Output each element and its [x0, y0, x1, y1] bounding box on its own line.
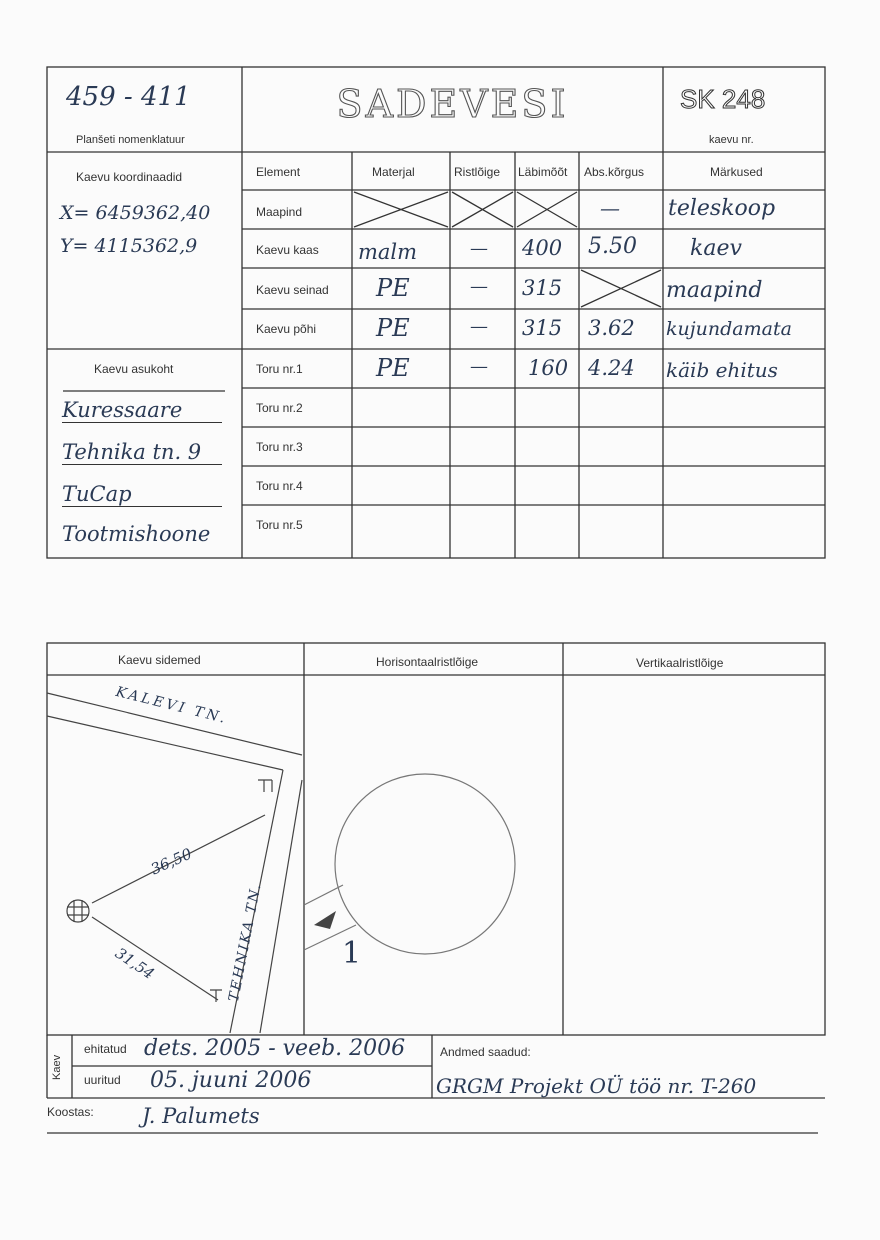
row-element: Maapind — [256, 205, 303, 219]
well-number: SK 248 — [680, 84, 766, 114]
street-label: KALEVI TN. — [114, 684, 230, 728]
distance-label: 36,50 — [148, 844, 195, 879]
location-line: Kuressaare — [62, 398, 222, 423]
col-header-diameter: Läbimõõt — [518, 165, 568, 179]
row-notes: kujundamata — [666, 318, 792, 340]
col-header-cross: Ristlõige — [454, 165, 501, 179]
sketch-col-label: Vertikaalristlõige — [636, 656, 724, 670]
row-element: Toru nr.1 — [256, 362, 303, 376]
row-cross: — — [470, 238, 488, 259]
col-header-abs: Abs.kõrgus — [584, 165, 645, 179]
col-header-element: Element — [256, 165, 301, 179]
plan-number: 459 - 411 — [66, 82, 191, 112]
coordinate-y: Y= 4115362,9 — [60, 235, 198, 257]
row-element: Kaevu põhi — [256, 322, 317, 336]
surveyed-label: uuritud — [84, 1073, 121, 1087]
row-notes: maapind — [666, 278, 763, 303]
street-label: TEHNIKA TN. — [226, 881, 265, 1004]
built-value: dets. 2005 - veeb. 2006 — [144, 1036, 406, 1061]
coordinates-label: Kaevu koordinaadid — [76, 170, 183, 184]
row-diameter: 160 — [528, 356, 569, 380]
well-number-label: kaevu nr. — [709, 134, 754, 146]
row-cross: — — [470, 356, 488, 377]
row-notes: kaev — [690, 236, 742, 261]
row-diameter: 400 — [522, 236, 563, 260]
coordinate-x: X= 6459362,40 — [60, 202, 211, 224]
row-diameter: 315 — [522, 316, 563, 340]
data-value: GRGM Projekt OÜ töö nr. T-260 — [436, 1074, 757, 1098]
row-material: PE — [376, 274, 410, 302]
side-label: Kaev — [51, 1054, 63, 1080]
row-abs: 4.24 — [588, 356, 635, 380]
col-header-notes: Märkused — [710, 165, 763, 179]
data-label: Andmed saadud: — [440, 1045, 531, 1059]
row-abs: — — [600, 196, 620, 220]
sketch-col-label: Horisontaalristlõige — [376, 655, 479, 669]
row-element: Toru nr.5 — [256, 518, 303, 532]
compiled-value: J. Palumets — [142, 1104, 260, 1128]
flow-arrow-icon — [314, 911, 336, 929]
row-element: Kaevu seinad — [256, 283, 329, 297]
col-header-material: Materjal — [372, 165, 415, 179]
pipe-number: 1 — [342, 936, 362, 971]
page-title: SADEVESI — [336, 82, 569, 126]
row-element: Kaevu kaas — [256, 243, 319, 257]
location-line: Tehnika tn. 9 — [62, 440, 222, 465]
row-notes: teleskoop — [668, 196, 776, 221]
row-element: Toru nr.4 — [256, 479, 303, 493]
built-label: ehitatud — [84, 1042, 127, 1056]
row-element: Toru nr.3 — [256, 440, 303, 454]
row-cross: — — [470, 276, 488, 297]
row-abs: 5.50 — [588, 234, 637, 259]
location-line: TuCap — [62, 482, 222, 507]
row-cross: — — [470, 316, 488, 337]
row-material: PE — [376, 314, 410, 342]
surveyed-value: 05. juuni 2006 — [150, 1068, 312, 1093]
row-abs: 3.62 — [588, 316, 635, 340]
row-material: malm — [358, 240, 418, 264]
row-notes: käib ehitus — [666, 358, 778, 382]
distance-label: 31,54 — [111, 944, 158, 983]
compiled-label: Koostas: — [47, 1105, 94, 1119]
plan-number-label: Planšeti nomenklatuur — [76, 134, 185, 146]
sketch-col-label: Kaevu sidemed — [118, 653, 201, 667]
row-diameter: 315 — [522, 276, 563, 300]
location-line: Tootmishoone — [62, 522, 211, 546]
row-element: Toru nr.2 — [256, 401, 303, 415]
row-material: PE — [376, 354, 410, 382]
location-label: Kaevu asukoht — [94, 362, 174, 376]
